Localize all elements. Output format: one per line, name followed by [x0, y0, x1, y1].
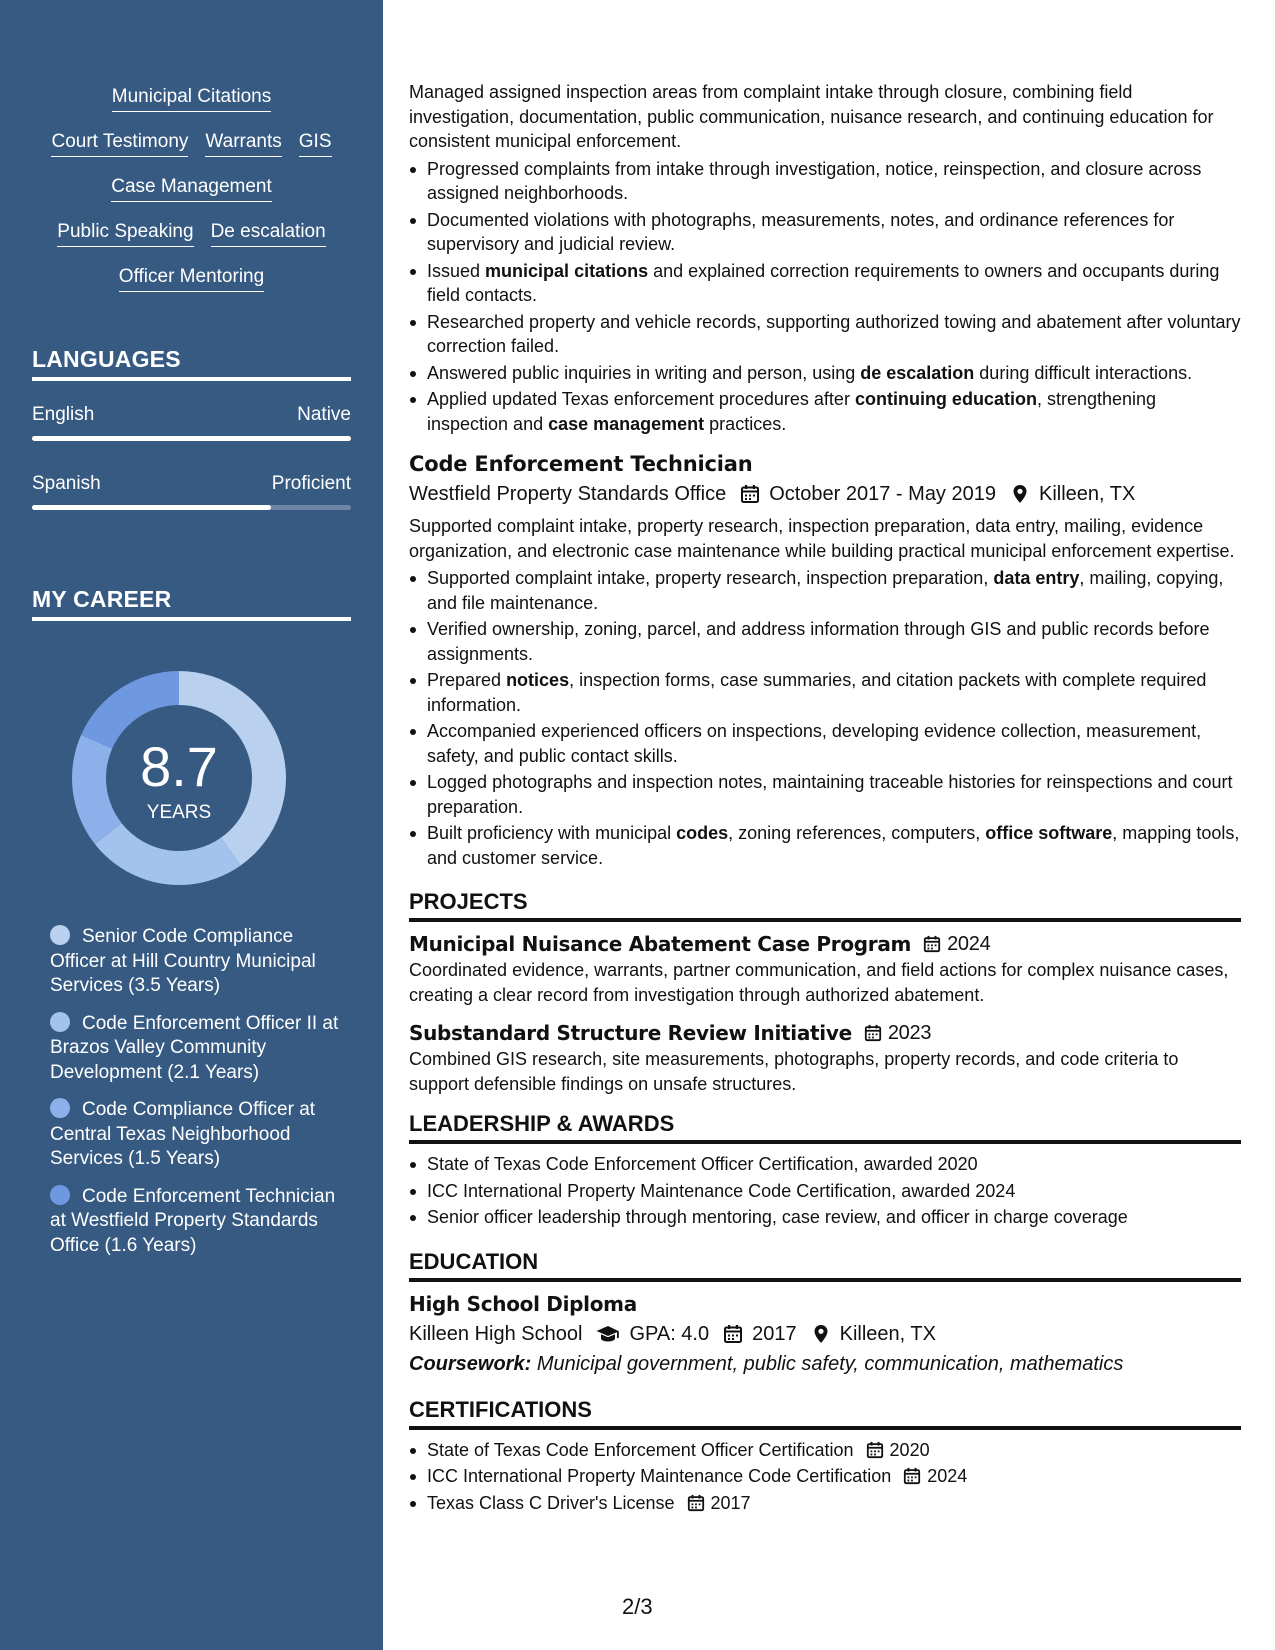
job-dates: October 2017 - May 2019 — [769, 483, 996, 505]
education-school: Killeen High School — [409, 1322, 583, 1345]
project-description: Coordinated evidence, warrants, partner communication, and field actions for complex nuisance cases, creating a clear record from investigation through authorized abatement. — [409, 960, 1229, 1005]
job-summary: Supported complaint intake, property research, inspection preparation, data entry, mailing, evidence organization, and electronic case maintenance while building practical municipal enforcement expertise. — [409, 516, 1235, 561]
project-item — [409, 1019, 1241, 1096]
skill-tag: Municipal Citations — [112, 86, 271, 112]
donut-slice-3 — [72, 735, 122, 844]
keyword: continuing education — [854, 389, 1037, 409]
skill-tag: Public Speaking — [57, 221, 193, 247]
career-item — [50, 925, 340, 999]
education-gpa: GPA: 4.0 — [629, 1322, 710, 1345]
intro-bullets — [409, 157, 1241, 437]
skill-tag: De escalation — [211, 221, 326, 247]
skill-row — [32, 221, 351, 266]
bullet-item: Verified ownership, zoning, parcel, and address information through GIS and public records before assignments. — [427, 617, 1241, 666]
certification-year: 2020 — [889, 1439, 930, 1460]
project-title: Municipal Nuisance Abatement Case Program — [409, 932, 912, 956]
coursework-label: Coursework: — [409, 1352, 532, 1375]
legend-dot — [50, 1012, 70, 1032]
project-title: Substandard Structure Review Initiative — [409, 1021, 852, 1045]
bullet-item: Documented violations with photographs, measurements, notes, and ordinance references for supervisory and judicial review. — [427, 208, 1241, 257]
intro-summary: Managed assigned inspection areas from complaint intake through closure, combining field investigation, documentation, public communication, nuisance research, and continuing education for consistent municipal enforcement. — [409, 82, 1214, 151]
career-item — [50, 1098, 340, 1172]
bullet-item: State of Texas Code Enforcement Officer Certification, awarded 2020 — [427, 1152, 1241, 1177]
skill-row — [32, 266, 351, 311]
skill-tag: GIS — [299, 131, 332, 157]
bullet-item: Senior officer leadership through mentoring, case review, and officer in charge coverage — [427, 1205, 1241, 1230]
education-meta — [409, 1320, 1241, 1348]
skill-row — [32, 131, 351, 176]
graduation-cap-icon — [596, 1324, 620, 1344]
certification-name: State of Texas Code Enforcement Officer Certification — [427, 1439, 854, 1460]
skill-row — [32, 86, 351, 131]
location-pin-icon — [811, 1324, 831, 1344]
language-english — [32, 403, 351, 441]
skill-tag: Warrants — [205, 131, 281, 157]
bullet-item: Accompanied experienced officers on inspections, developing evidence collection, measurement, safety, and public contact skills. — [427, 719, 1241, 768]
career-label: Code Enforcement Technician at Westfield Property Standards Office (1.6 Years) — [50, 1185, 336, 1256]
bullet-item: Supported complaint intake, property research, inspection preparation, data entry, mailing, copying, and file maintenance. — [427, 566, 1241, 615]
leadership-heading: LEADERSHIP & AWARDS — [409, 1110, 1241, 1144]
skill-tag: Case Management — [111, 176, 272, 202]
language-level: Proficient — [271, 473, 351, 494]
skill-tag: Officer Mentoring — [119, 266, 264, 292]
language-bar-fill — [32, 436, 351, 441]
bullet-item: Progressed complaints from intake through investigation, notice, reinspection, and closure across assigned neighborhoods. — [427, 157, 1241, 206]
languages-heading: LANGUAGES — [32, 345, 351, 381]
job-location: Killeen, TX — [1038, 483, 1136, 505]
bullet-item: Issued municipal citations and explained correction requirements to owners and occupants during field contacts. — [427, 259, 1241, 308]
project-title-row — [409, 930, 1241, 958]
career-unit: YEARS — [146, 802, 212, 823]
legend-dot — [50, 1185, 70, 1205]
career-total: 8.7 — [140, 735, 218, 798]
bullet-item: Prepared notices, inspection forms, case summaries, and citation packets with complete required information. — [427, 668, 1241, 717]
skill-row — [32, 176, 351, 221]
bullet-item: Researched property and vehicle records, supporting authorized towing and abatement after voluntary correction failed. — [427, 310, 1241, 359]
education-heading: EDUCATION — [409, 1248, 1241, 1282]
bullet-item: Logged photographs and inspection notes, maintaining traceable histories for reinspections and court preparation. — [427, 770, 1241, 819]
certification-name: Texas Class C Driver's License — [427, 1492, 675, 1513]
location-pin-icon — [1010, 484, 1030, 504]
language-bar — [32, 505, 351, 510]
career-item — [50, 1185, 340, 1259]
education-coursework — [409, 1350, 1241, 1378]
keyword: municipal citations — [485, 260, 649, 281]
career-label: Code Compliance Officer at Central Texas Neighborhood Services (1.5 Years) — [50, 1099, 316, 1169]
projects-list — [409, 930, 1241, 1096]
certifications-heading: CERTIFICATIONS — [409, 1396, 1241, 1430]
legend-dot — [50, 925, 70, 945]
education-degree: High School Diploma — [409, 1291, 637, 1316]
main-content — [409, 80, 1241, 1517]
bullet-item: ICC International Property Maintenance Code Certification, awarded 2024 — [427, 1179, 1241, 1204]
leadership-list — [409, 1152, 1241, 1230]
certification-year: 2024 — [927, 1466, 968, 1486]
career-heading: MY CAREER — [32, 585, 351, 621]
keyword: codes — [676, 823, 729, 843]
skill-tag: Court Testimony — [51, 131, 188, 157]
project-description: Combined GIS research, site measurements, photographs, property records, and code criteria to support defensible findings on unsafe structures. — [409, 1049, 1179, 1094]
language-bar — [32, 436, 351, 441]
projects-heading: PROJECTS — [409, 888, 1241, 922]
calendar-icon — [740, 484, 760, 504]
job-title: Code Enforcement Technician — [409, 452, 753, 476]
career-label: Senior Code Compliance Officer at Hill Country Municipal Services (3.5 Years) — [50, 926, 316, 996]
keyword: case management — [548, 413, 705, 434]
certification-item — [427, 1464, 1241, 1489]
certification-item — [427, 1438, 1241, 1463]
language-level: Native — [297, 404, 351, 425]
career-item — [50, 1012, 340, 1086]
certification-name: ICC International Property Maintenance Code Certification — [427, 1466, 892, 1486]
job-bullets — [409, 566, 1241, 870]
calendar-icon — [864, 1024, 882, 1042]
keyword: notices — [506, 670, 570, 690]
sidebar — [0, 0, 383, 1650]
project-title-row — [409, 1019, 1241, 1047]
calendar-icon — [687, 1494, 705, 1512]
job-meta — [409, 480, 1241, 508]
project-item — [409, 930, 1241, 1007]
certifications-list — [409, 1438, 1241, 1516]
certification-year: 2017 — [710, 1492, 751, 1513]
language-spanish — [32, 472, 351, 510]
career-donut-chart — [65, 664, 293, 892]
calendar-icon — [903, 1467, 921, 1485]
donut-slice-2 — [95, 823, 241, 885]
bullet-item: Applied updated Texas enforcement procedures after continuing education, strengthening inspection and case management practices. — [427, 387, 1241, 436]
page-number: 2/3 — [622, 1594, 653, 1619]
language-name: English — [32, 404, 95, 425]
coursework-text: Municipal government, public safety, communication, mathematics — [536, 1352, 1124, 1375]
keyword: data entry — [993, 568, 1080, 588]
bullet-item: Answered public inquiries in writing and person, using de escalation during difficult interactions. — [427, 361, 1241, 386]
legend-dot — [50, 1098, 70, 1118]
language-name: Spanish — [32, 473, 101, 494]
career-legend — [50, 925, 340, 1271]
job-org: Westfield Property Standards Office — [409, 483, 727, 505]
project-year: 2024 — [947, 933, 991, 955]
calendar-icon — [723, 1324, 743, 1344]
calendar-icon — [923, 935, 941, 953]
bullet-item: Built proficiency with municipal codes, zoning references, computers, office software, mapping tools, and customer service. — [427, 821, 1241, 870]
calendar-icon — [866, 1441, 884, 1459]
language-bar-fill — [32, 505, 271, 510]
project-year: 2023 — [887, 1022, 932, 1044]
education-year: 2017 — [752, 1322, 797, 1345]
career-label: Code Enforcement Officer II at Brazos Valley Community Development (2.1 Years) — [50, 1012, 339, 1083]
education-location: Killeen, TX — [839, 1322, 936, 1345]
keyword: office software — [985, 823, 1113, 843]
skills-list — [32, 86, 351, 311]
certification-item — [427, 1491, 1241, 1516]
keyword: de escalation — [860, 362, 975, 383]
